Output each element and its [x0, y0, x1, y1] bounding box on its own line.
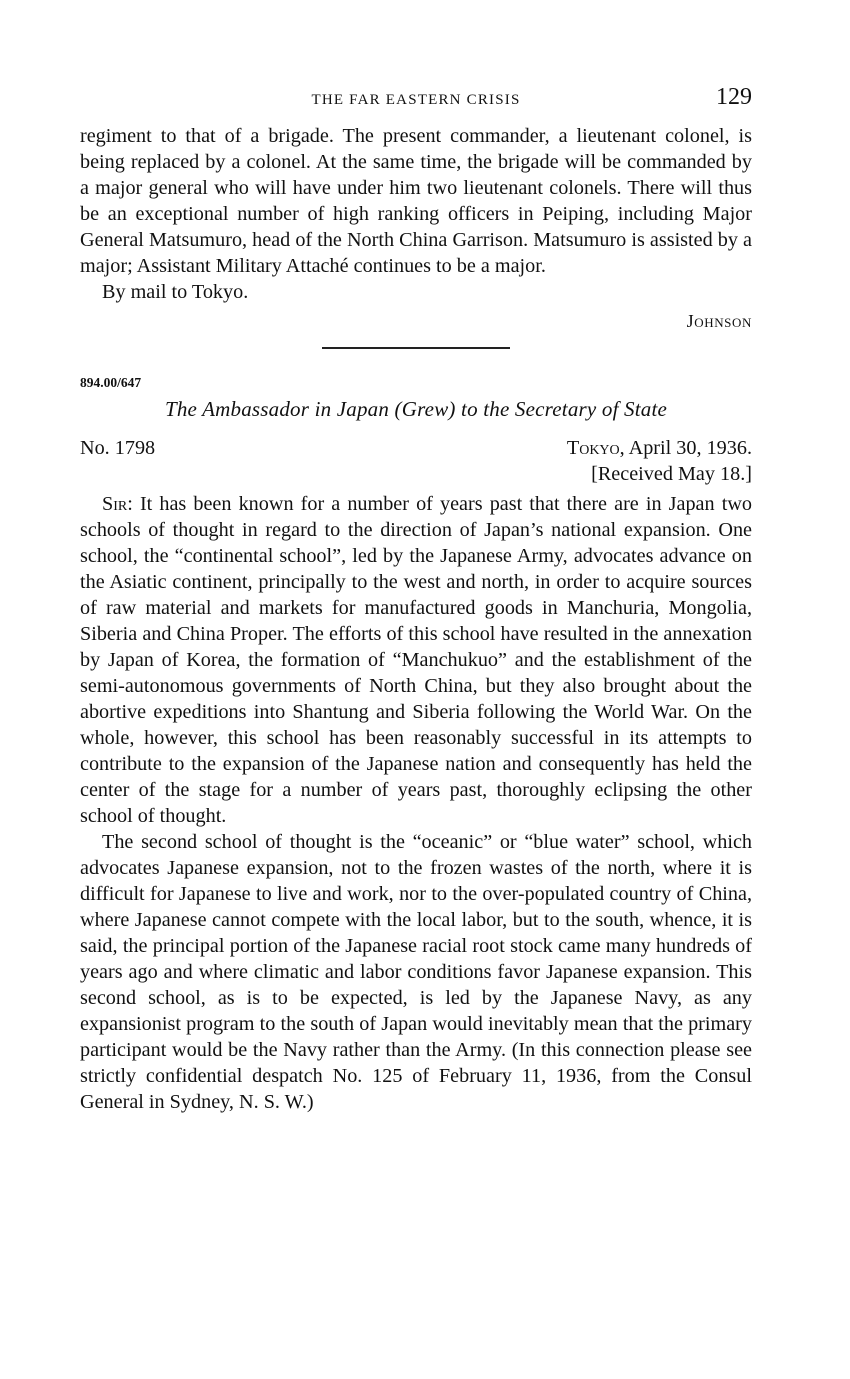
document-page [80, 84, 752, 1115]
date: , April 30, 1936. [619, 437, 752, 459]
body-paragraph-1 [80, 491, 752, 829]
place: Tokyo [566, 437, 620, 459]
document-number: No. 1798 [80, 437, 156, 459]
document-heading: The Ambassador in Japan (Grew) to the Secretary of State [164, 397, 668, 421]
date-block [567, 435, 752, 487]
dateline [80, 431, 752, 487]
running-title: THE FAR EASTERN CRISIS [311, 92, 521, 108]
received-date: [Received May 18.] [591, 463, 752, 485]
salutation: Sir [102, 493, 128, 515]
file-number: 894.00/647 [80, 375, 142, 390]
body-paragraph-1-text: : It has been known for a number of years past that there are in Japan two schools of thought in regard to the direction of Japan’s national expansion. One school, the “continental school”, led by the Japanese Army, advocates advance on the Asiatic continent, principally to the west and north, in order to acquire sources of raw material and markets for manufactured goods in Manchuria, Mongolia, Siberia and China Proper. The efforts of this school have resulted in the annexation by Japan of Korea, the formation of “Manchukuo” and the establishment of the semi-autonomous governments of North China, but they also brought about the abortive expeditions into Shantung and Siberia following the World War. On the whole, however, this school has been reasonably successful in its attempts to contribute to the expansion of the Japanese nation and consequently has held the center of the stage for a number of years past, thoroughly eclipsing the other school of thought. [80, 493, 752, 827]
section-divider [322, 347, 510, 349]
signature: Johnson [686, 311, 752, 331]
page-number: 129 [716, 84, 752, 110]
continued-paragraph: regiment to that of a brigade. The present commander, a lieutenant colonel, is being replaced by a colonel. At the same time, the brigade will be commanded by a major general who will have under him two lieutenant colonels. There will thus be an exceptional number of high ranking officers in Peiping, including Major General Matsumuro, head of the North China Garrison. Matsumuro is assisted by a major; Assistant Military Attaché continues to be a major. [80, 125, 752, 277]
mail-note: By mail to Tokyo. [102, 281, 249, 303]
place-and-date [567, 435, 752, 461]
body-paragraph-2: The second school of thought is the “oceanic” or “blue water” school, which advocates Japanese expansion, not to the frozen wastes of the north, where it is difficult for Japanese to live and work, nor to the over-populated country of China, where Japanese cannot compete with the local labor, but to the south, whence, it is said, the principal portion of the Japanese racial root stock came many hundreds of years ago and where climatic and labor conditions favor Japanese expansion. This second school, as is to be expected, is led by the Japanese Navy, as any expansionist program to the south of Japan would inevitably mean that the primary participant would be the Navy rather than the Army. (In this connection please see strictly confidential despatch No. 125 of February 11, 1936, from the Consul General in Sydney, N. S. W.) [80, 831, 752, 1113]
running-header [80, 84, 752, 116]
